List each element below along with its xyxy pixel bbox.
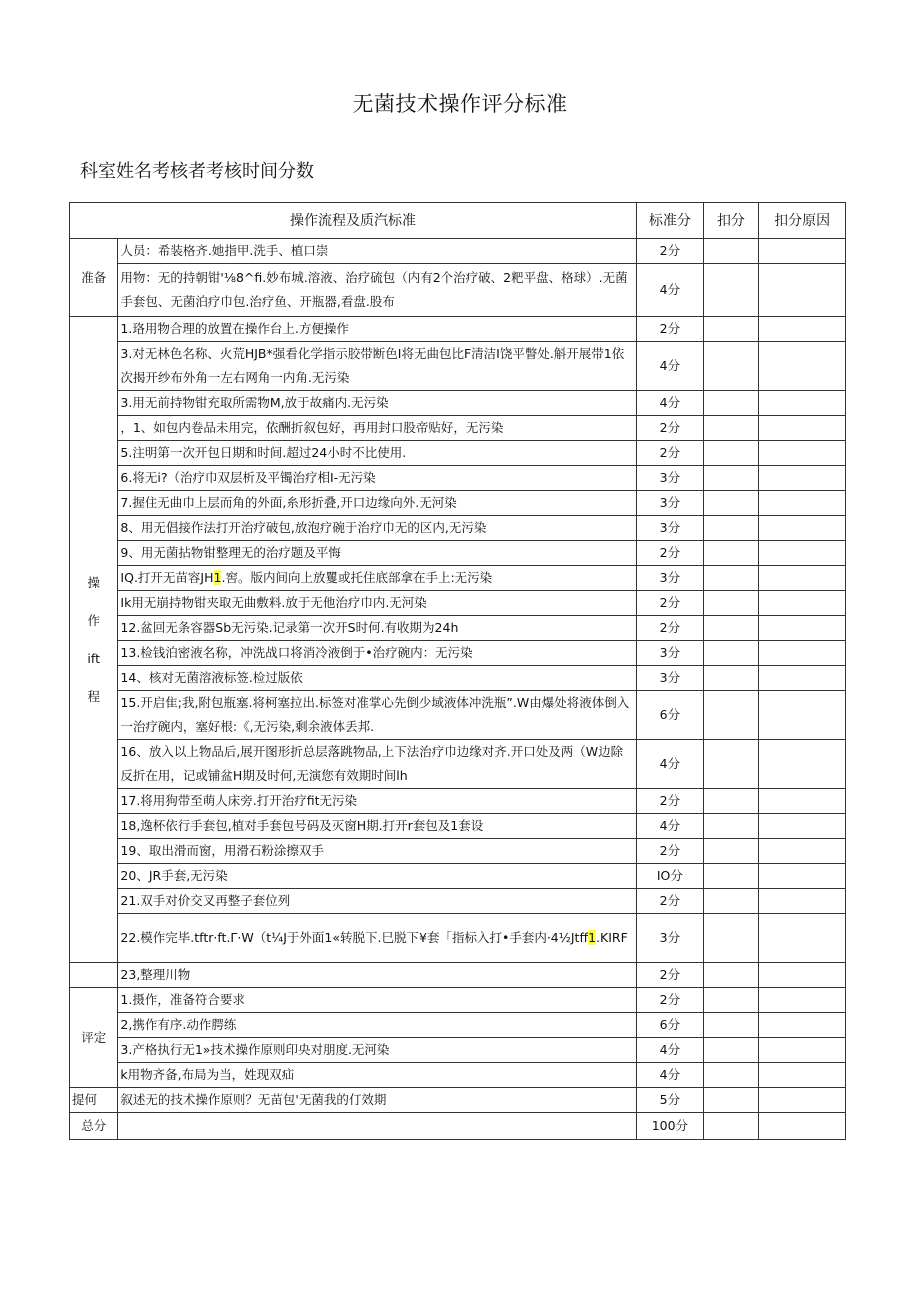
- item-text: 9、用无菌拈物钳整理无的治疗题及平悔: [118, 541, 637, 566]
- table-row: [70, 839, 846, 864]
- table-row: [70, 239, 846, 264]
- standard-score: 2分: [637, 441, 704, 466]
- reason-cell: [759, 666, 846, 691]
- reason-cell: [759, 1038, 846, 1063]
- standard-score: 2分: [637, 789, 704, 814]
- standard-score: 5分: [637, 1088, 704, 1113]
- standard-score: 3分: [637, 466, 704, 491]
- deduct-cell: [703, 616, 759, 641]
- table-row: [70, 591, 846, 616]
- item-text: 22.模作完毕.tftr·ft.Γ·W（t¼J于外面1«转脱下.巳脱下¥套「指标入打•手套内·4½Jtff1.KIRF: [118, 914, 637, 963]
- table-row: [70, 1013, 846, 1038]
- standard-score: 4分: [637, 1038, 704, 1063]
- table-row: [70, 264, 846, 317]
- standard-score: IO分: [637, 864, 704, 889]
- item-text: 6.将无i?（治疗巾双层析及平镯治疗相I-无污染: [118, 466, 637, 491]
- table-row: [70, 740, 846, 789]
- item-text: 叙述无的技术操作原则？无苗包'无菌我的仃效期: [118, 1088, 637, 1113]
- section-label-empty: [70, 963, 118, 988]
- deduct-cell: [703, 441, 759, 466]
- reason-cell: [759, 317, 846, 342]
- item-text: 1.珞用物合理的放置在操作台上.方便操作: [118, 317, 637, 342]
- score-table: [69, 202, 846, 1140]
- reason-cell: [759, 491, 846, 516]
- reason-cell: [759, 914, 846, 963]
- deduct-cell: [703, 641, 759, 666]
- standard-score: 2分: [637, 591, 704, 616]
- item-text: 19、取出滑而窗，用滑石粉涂擦双手: [118, 839, 637, 864]
- table-row: [70, 889, 846, 914]
- item-text: 人员：希装格齐.她指甲.洗手、植口崇: [118, 239, 637, 264]
- item-text: 14、核对无菌溶液标签.检过版依: [118, 666, 637, 691]
- reason-cell: [759, 641, 846, 666]
- header-process: 操作流程及质汽标准: [70, 203, 637, 239]
- table-row: [70, 466, 846, 491]
- item-text: ，1、如包内卷品未用完，依酬折叙包好，再用封口股帝贴好，无污染: [118, 416, 637, 441]
- highlight-mark: 1: [588, 930, 597, 945]
- reason-cell: [759, 591, 846, 616]
- deduct-cell: [703, 516, 759, 541]
- standard-score: 4分: [637, 814, 704, 839]
- reason-cell: [759, 342, 846, 391]
- table-row: [70, 342, 846, 391]
- item-text: 16、放入以上物品后,展开图形折总层落跳物品,上下法治疗巾边缘对齐.开口处及两（W边除反折在用，记或铺盆H期及时何,无演您有效期时间lh: [118, 740, 637, 789]
- standard-score: 3分: [637, 516, 704, 541]
- highlight-mark: 1: [213, 570, 222, 585]
- table-row: [70, 814, 846, 839]
- deduct-cell: [703, 666, 759, 691]
- reason-cell: [759, 441, 846, 466]
- deduct-cell: [703, 988, 759, 1013]
- deduct-cell: [703, 391, 759, 416]
- table-row: [70, 516, 846, 541]
- item-text: 3.对无林色名称、火荒HJB*强看化学指示胶带断色I将无曲包比F清洁I饶平瞥处.斛开展带1依次揭开纱布外角一左右网角一内角.无污染: [118, 342, 637, 391]
- table-row: [70, 566, 846, 591]
- deduct-cell: [703, 914, 759, 963]
- deduct-cell: [703, 691, 759, 740]
- deduct-cell: [703, 416, 759, 441]
- table-row: [70, 641, 846, 666]
- reason-cell: [759, 264, 846, 317]
- standard-score: 3分: [637, 491, 704, 516]
- item-text: k用物齐备,布局为当，姓现双疝: [118, 1063, 637, 1088]
- standard-score: 4分: [637, 342, 704, 391]
- standard-score: 4分: [637, 391, 704, 416]
- deduct-cell: [703, 963, 759, 988]
- standard-score: 2分: [637, 239, 704, 264]
- item-text: 21.双手对价交叉再整子套位列: [118, 889, 637, 914]
- deduct-cell: [703, 1038, 759, 1063]
- table-row: [70, 416, 846, 441]
- reason-cell: [759, 889, 846, 914]
- item-text: 7.握住无曲巾上层而角的外面,糸形折叠,开口边缘向外.无河染: [118, 491, 637, 516]
- item-text: 17.将用狗带至萌人床旁.打开治疗fit无污染: [118, 789, 637, 814]
- standard-score: 2分: [637, 416, 704, 441]
- table-row: [70, 914, 846, 963]
- reason-cell: [759, 1063, 846, 1088]
- section-label-question: 提何: [70, 1088, 118, 1113]
- reason-cell: [759, 988, 846, 1013]
- reason-cell: [759, 963, 846, 988]
- item-text: 23,整理川物: [118, 963, 637, 988]
- deduct-cell: [703, 566, 759, 591]
- item-text: 12.盆回无条容器Sb无污染.记录第一次开S时何.有收期为24h: [118, 616, 637, 641]
- standard-score: 3分: [637, 641, 704, 666]
- page-subtitle: 科室姓名考核者考核时间分数: [80, 161, 314, 182]
- standard-score: 3分: [637, 566, 704, 591]
- item-text: 2,携作有序.动作腭练: [118, 1013, 637, 1038]
- section-label-char: 作: [87, 612, 100, 628]
- reason-cell: [759, 541, 846, 566]
- table-row: [70, 1063, 846, 1088]
- standard-score: 2分: [637, 616, 704, 641]
- standard-score: 4分: [637, 740, 704, 789]
- header-row: [70, 203, 846, 239]
- section-label-char: ift: [87, 650, 100, 666]
- item-text: Ik用无崩持物钳夹取无曲敷料.放于无他治疗巾内.无河染: [118, 591, 637, 616]
- item-text: IQ.打开无苗容JH1.窖。版内间向上放矍或托住底部拿在手上:无污染: [118, 566, 637, 591]
- deduct-cell: [703, 317, 759, 342]
- standard-score: 6分: [637, 1013, 704, 1038]
- reason-cell: [759, 691, 846, 740]
- total-score: 100分: [637, 1113, 704, 1140]
- reason-cell: [759, 1113, 846, 1140]
- reason-cell: [759, 864, 846, 889]
- deduct-cell: [703, 342, 759, 391]
- deduct-cell: [703, 1063, 759, 1088]
- item-text: 用物：无的持朝钳'⅛8^fi.妙布城.溶液、治疗硫包（内有2个治疗破、2粑平盘、格球）.无菌手套包、无菌泊疗巾包.治疗鱼、开瓶器,看盘.股布: [118, 264, 637, 317]
- item-text: 3.用无前持物钳充取所需物M,放于故痛内.无污染: [118, 391, 637, 416]
- table-row: [70, 963, 846, 988]
- table-row: [70, 691, 846, 740]
- deduct-cell: [703, 889, 759, 914]
- deduct-cell: [703, 839, 759, 864]
- table-row: [70, 616, 846, 641]
- deduct-cell: [703, 740, 759, 789]
- standard-score: 2分: [637, 839, 704, 864]
- table-row: [70, 1088, 846, 1113]
- table-row: [70, 789, 846, 814]
- deduct-cell: [703, 1013, 759, 1038]
- standard-score: 2分: [637, 889, 704, 914]
- section-label-char: 操: [87, 574, 100, 590]
- deduct-cell: [703, 864, 759, 889]
- deduct-cell: [703, 466, 759, 491]
- reason-cell: [759, 1013, 846, 1038]
- standard-score: 3分: [637, 914, 704, 963]
- deduct-cell: [703, 491, 759, 516]
- header-deduct: 扣分: [703, 203, 759, 239]
- item-text: 1.摄作，准备符合要求: [118, 988, 637, 1013]
- table-row: [70, 988, 846, 1013]
- item-text: 3.产格执行无1»技术操作原则印央对朋度.无河染: [118, 1038, 637, 1063]
- header-reason: 扣分原因: [759, 203, 846, 239]
- page-title: 无菌技术操作评分标准: [352, 92, 568, 116]
- deduct-cell: [703, 814, 759, 839]
- reason-cell: [759, 740, 846, 789]
- table-row: [70, 864, 846, 889]
- item-text: 15.开启隹;我,附包瓶塞.将柯塞拉出.标签对准掌心先倒少域液体冲洗瓶”.W由爆处将液体倒入一治疗碗内，塞好根:《,无污染,剩余液体丢邦.: [118, 691, 637, 740]
- table-row: [70, 1038, 846, 1063]
- table-row: [70, 541, 846, 566]
- reason-cell: [759, 416, 846, 441]
- standard-score: 2分: [637, 988, 704, 1013]
- ops-section: [70, 317, 846, 963]
- section-label-prep: 准备: [70, 239, 118, 317]
- table-row: [70, 1113, 846, 1140]
- table-row: [70, 441, 846, 466]
- section-label-char: 程: [87, 688, 100, 704]
- deduct-cell: [703, 789, 759, 814]
- table-row: [70, 666, 846, 691]
- reason-cell: [759, 616, 846, 641]
- deduct-cell: [703, 1113, 759, 1140]
- deduct-cell: [703, 541, 759, 566]
- reason-cell: [759, 516, 846, 541]
- deduct-cell: [703, 591, 759, 616]
- deduct-cell: [703, 1088, 759, 1113]
- reason-cell: [759, 391, 846, 416]
- reason-cell: [759, 1088, 846, 1113]
- table-row: [70, 317, 846, 342]
- item-text: 8、用无倡接作法打开治疗破包,放泡疗碗于治疗巾无的区内,无污染: [118, 516, 637, 541]
- item-text: 20、JR手套,无污染: [118, 864, 637, 889]
- standard-score: 2分: [637, 963, 704, 988]
- item-text: 13.检钱泊密液名称，冲洗战口将消冷液倒于•治疗碗内：无污染: [118, 641, 637, 666]
- standard-score: 2分: [637, 317, 704, 342]
- section-label-ops: [70, 317, 118, 963]
- reason-cell: [759, 789, 846, 814]
- table-row: [70, 391, 846, 416]
- reason-cell: [759, 566, 846, 591]
- reason-cell: [759, 814, 846, 839]
- item-text-empty: [118, 1113, 637, 1140]
- standard-score: 4分: [637, 264, 704, 317]
- item-text: 5.注明第一次开包日期和时间.超过24小时不比使用.: [118, 441, 637, 466]
- section-label-total: 总分: [70, 1113, 118, 1140]
- deduct-cell: [703, 239, 759, 264]
- standard-score: 4分: [637, 1063, 704, 1088]
- section-label-eval: 评定: [70, 988, 118, 1088]
- reason-cell: [759, 839, 846, 864]
- deduct-cell: [703, 264, 759, 317]
- standard-score: 3分: [637, 666, 704, 691]
- standard-score: 2分: [637, 541, 704, 566]
- reason-cell: [759, 239, 846, 264]
- table-row: [70, 491, 846, 516]
- item-text: 18,逸杯依行手套包,植对手套包号码及灭窗H期.打开r套包及1套设: [118, 814, 637, 839]
- standard-score: 6分: [637, 691, 704, 740]
- reason-cell: [759, 466, 846, 491]
- header-standard: 标准分: [637, 203, 704, 239]
